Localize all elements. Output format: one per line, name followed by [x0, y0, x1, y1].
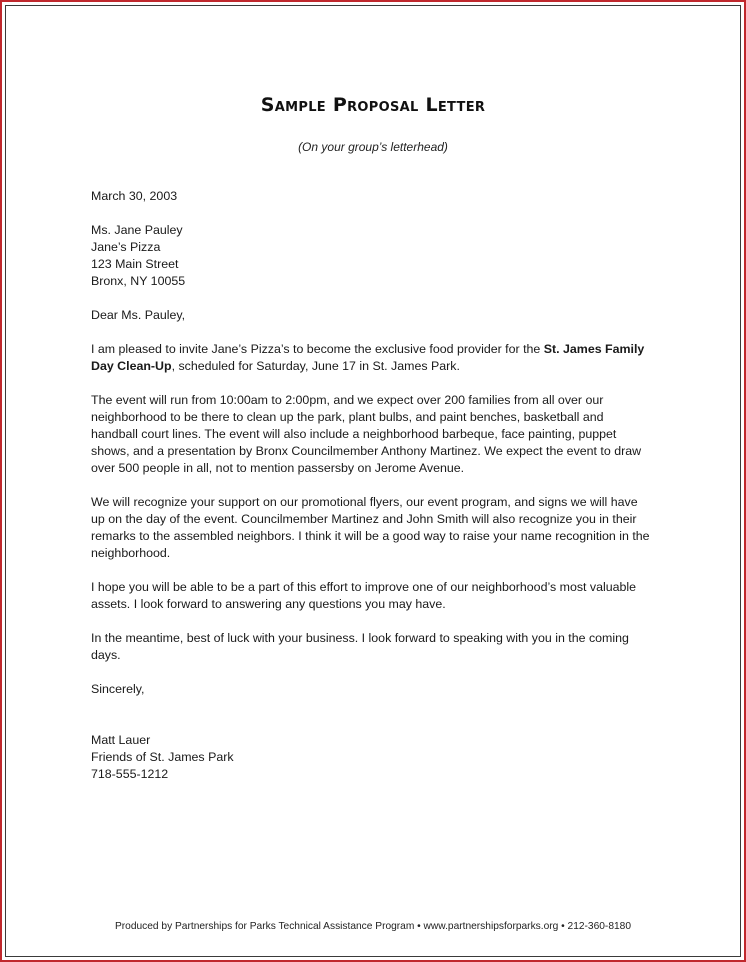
paragraph-recognition: We will recognize your support on our promotional flyers, our event program, and signs we will have up on the day of the event. Councilmember Martinez and John Smith will also recognize you in their remarks to the assembled neighbors. I think it will be a good way to raise your name recognition in the neighborhood.	[91, 495, 650, 560]
invitation-text-start: I am pleased to invite Jane’s Pizza’s to become the exclusive food provider for the	[91, 342, 544, 356]
sender-organization: Friends of St. James Park	[91, 750, 234, 764]
letterhead-note: (On your group’s letterhead)	[298, 140, 448, 154]
paragraph-event-details: The event will run from 10:00am to 2:00pm, and we expect over 200 families from all over our neighborhood to be there to clean up the park, plant bulbs, and paint benches, basketball and handball court lines. The event will also include a neighborhood barbeque, face painting, puppet shows, and a presentation by Bronx Councilmember Anthony Martinez. We expect the event to draw over 500 people in all, not to mention passersby on Jerome Avenue.	[91, 393, 642, 475]
recipient-city: Bronx, NY 10055	[91, 274, 186, 288]
salutation: Dear Ms. Pauley,	[91, 308, 186, 322]
paragraph-meantime: In the meantime, best of luck with your business. I look forward to speaking with you in the coming days.	[91, 631, 629, 662]
recipient-company: Jane’s Pizza	[91, 240, 161, 254]
letter-title: Sample Proposal Letter	[260, 94, 486, 116]
letter-body	[91, 188, 651, 783]
paragraph-invitation	[91, 341, 651, 375]
event-name: St. James Family Day Clean-Up	[91, 342, 645, 373]
recipient-street: 123 Main Street	[91, 257, 179, 271]
recipient-name: Ms. Jane Pauley	[91, 223, 183, 237]
paragraph-hope: I hope you will be able to be a part of this effort to improve one of our neighborhood’s most valuable assets. I look forward to answering any questions you may have.	[91, 580, 637, 611]
sender-name: Matt Lauer	[91, 733, 151, 747]
letter-date: March 30, 2003	[91, 189, 178, 203]
footer-credit: Produced by Partnerships for Parks Technical Assistance Program • www.partnershipsforparks.org • 212-360-8180	[114, 921, 631, 932]
closing: Sincerely,	[91, 682, 145, 696]
invitation-text-end: , scheduled for Saturday, June 17 in St. James Park.	[171, 359, 460, 373]
sender-phone: 718-555-1212	[91, 767, 169, 781]
sender-block	[91, 732, 651, 783]
recipient-address	[91, 222, 651, 290]
